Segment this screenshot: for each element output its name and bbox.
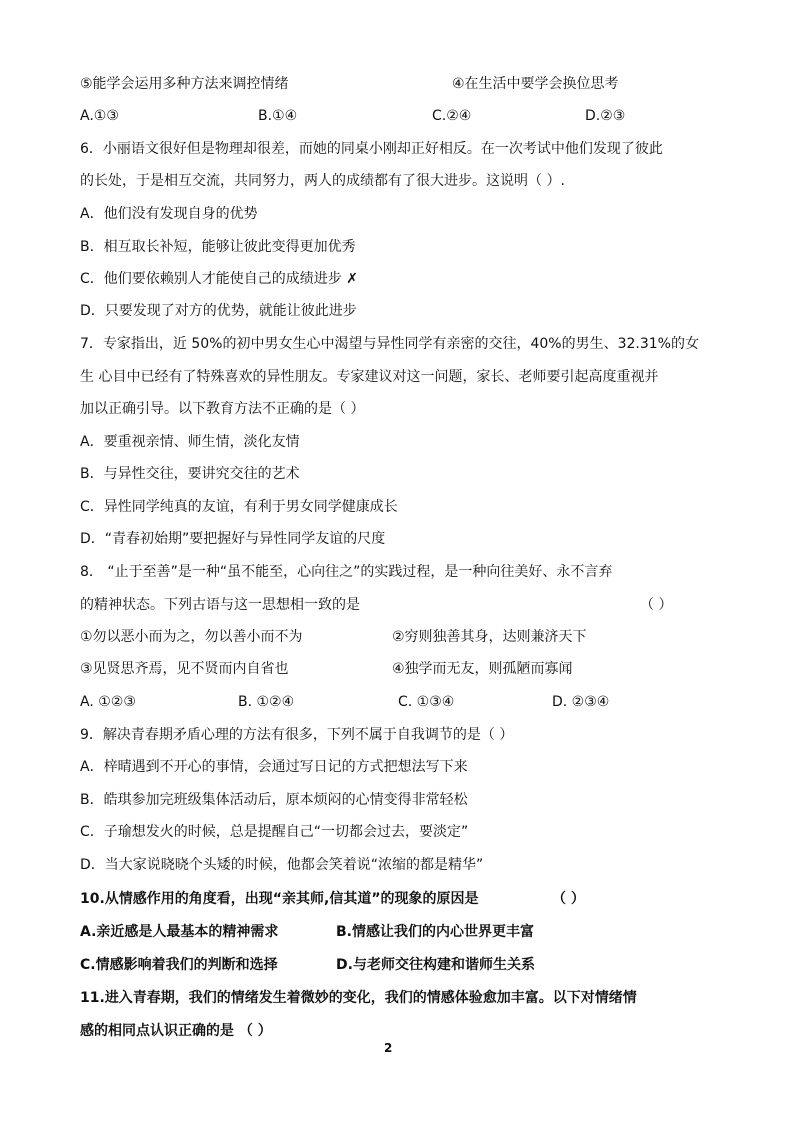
q5-statement-3: ⑤能学会运用多种方法来调控情绪 [80, 76, 289, 92]
q8-statement-4: ④独学而无友，则孤陋而寡闻 [392, 661, 573, 677]
page-number: 2 [384, 1041, 393, 1055]
q7-option-d: D．“青春初始期”要把握好与异性同学友谊的尺度 [80, 531, 386, 547]
q7-stem-line1: 7．专家指出，近 50%的初中男女生心中渴望与异性同学有亲密的交往，40%的男生、32.31%的女 [80, 336, 699, 352]
q6-option-c: C．他们要依赖别人才能使自己的成绩进步 ✗ [80, 271, 358, 287]
q7-option-c: C．异性同学纯真的友谊，有利于男女同学健康成长 [80, 499, 398, 515]
q10-option-d: D.与老师交往构建和谐师生关系 [336, 957, 535, 973]
q9-option-b: B．皓琪参加完班级集体活动后，原本烦闷的心情变得非常轻松 [80, 792, 468, 808]
q10-stem: 10.从情感作用的角度看，出现“亲其师,信其道”的现象的原因是 [80, 891, 479, 907]
q10-option-b: B.情感让我们的内心世界更丰富 [336, 924, 534, 940]
q6-option-a: A．他们没有发现自身的优势 [80, 206, 258, 222]
q10-option-c: C.情感影响着我们的判断和选择 [80, 957, 278, 973]
q5-option-a: A.①③ [80, 108, 119, 124]
q7-option-a: A．要重视亲情、师生情，淡化友情 [80, 434, 300, 450]
q8-option-a: A. ①②③ [80, 694, 136, 710]
q8-option-b: B. ①②④ [238, 694, 295, 710]
q6-stem-line2: 的长处，于是相互交流，共同努力，两人的成绩都有了很大进步。这说明（ ）. [80, 173, 565, 189]
q8-option-c: C. ①③④ [398, 694, 455, 710]
q5-option-b: B.①④ [258, 108, 298, 124]
q6-option-d: D．只要发现了对方的优势，就能让彼此进步 [80, 303, 357, 319]
q11-stem-line1: 11.进入青春期，我们的情绪发生着微妙的变化，我们的情感体验愈加丰富。以下对情绪情 [80, 990, 637, 1006]
q8-statement-2: ②穷则独善其身，达则兼济天下 [392, 629, 587, 645]
q9-option-c: C．子瑜想发火的时候，总是提醒自己“一切都会过去，要淡定” [80, 824, 469, 840]
q8-stem-line2: 的精神状态。下列古语与这一思想相一致的是 [80, 597, 360, 613]
q8-option-d: D. ②③④ [552, 694, 610, 710]
q6-stem-line1: 6．小丽语文很好但是物理却很差，而她的同桌小刚却正好相反。在一次考试中他们发现了彼此 [80, 141, 663, 157]
q5-statement-4: ④在生活中要学会换位思考 [452, 76, 619, 92]
q7-option-b: B．与异性交往，要讲究交往的艺术 [80, 466, 300, 482]
q11-stem-line2: 感的相同点认识正确的是 （ ） [80, 1023, 272, 1039]
q5-option-d: D.②③ [585, 108, 626, 124]
q8-stem-line1: 8． “止于至善”是一种“虽不能至，心向往之”的实践过程，是一种向往美好、永不言弃 [80, 564, 613, 580]
q10-answer-bracket: （ ） [552, 891, 585, 907]
q7-stem-line2: 生 心目中已经有了特殊喜欢的异性朋友。专家建议对这一问题，家长、老师要引起高度重视并 [80, 369, 659, 385]
q6-option-b: B．相互取长补短，能够让彼此变得更加优秀 [80, 239, 356, 255]
q9-option-d: D．当大家说晓晓个头矮的时候，他都会笑着说“浓缩的都是精华” [80, 857, 484, 873]
q5-option-c: C.②④ [432, 108, 472, 124]
q9-stem: 9．解决青春期矛盾心理的方法有很多，下列不属于自我调节的是（ ） [80, 727, 514, 743]
q10-option-a: A.亲近感是人最基本的精神需求 [80, 924, 279, 940]
q8-statement-1: ①勿以恶小而为之，勿以善小而不为 [80, 629, 303, 645]
q8-statement-3: ③见贤思齐焉，见不贤而内自省也 [80, 661, 289, 677]
q9-option-a: A．梓晴遇到不开心的事情，会通过写日记的方式把想法写下来 [80, 759, 468, 775]
q7-stem-line3: 加以正确引导。以下教育方法不正确的是（ ） [80, 401, 365, 417]
q8-answer-bracket: （ ） [640, 597, 673, 613]
